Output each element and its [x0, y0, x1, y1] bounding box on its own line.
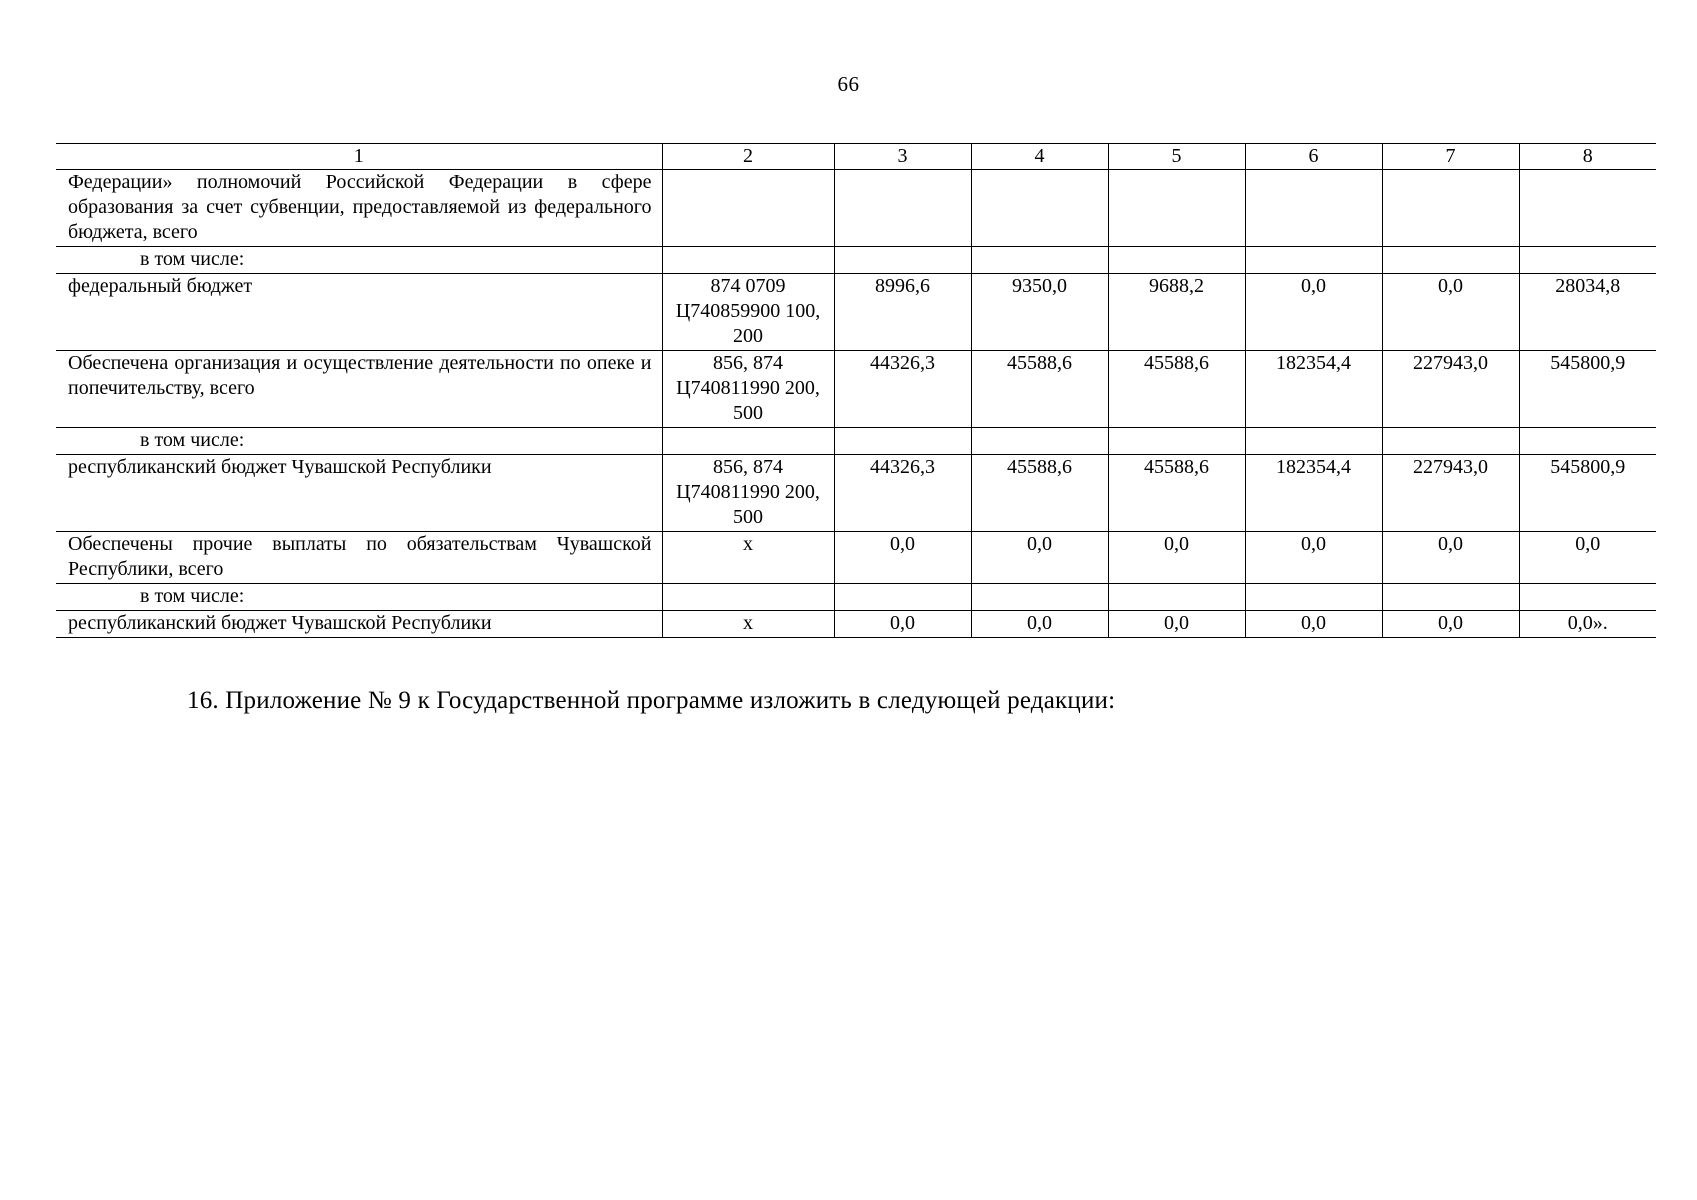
value-cell: [834, 170, 971, 247]
value-cell: 0,0: [834, 532, 971, 584]
value-cell: [1245, 247, 1382, 274]
value-cell: [1382, 584, 1519, 611]
budget-code: [662, 170, 834, 247]
value-cell: [1519, 428, 1656, 455]
value-cell: 0,0: [1245, 532, 1382, 584]
value-cell: [971, 247, 1108, 274]
table-row: [56, 455, 1656, 532]
value-cell: [971, 170, 1108, 247]
row-label: в том числе:: [56, 247, 662, 274]
value-cell: 44326,3: [834, 455, 971, 532]
value-cell: 28034,8: [1519, 274, 1656, 351]
value-cell: [971, 428, 1108, 455]
value-cell: 0,0».: [1519, 611, 1656, 638]
value-cell: 182354,4: [1245, 351, 1382, 428]
table-row: [56, 351, 1656, 428]
value-cell: 9688,2: [1108, 274, 1245, 351]
budget-code: [662, 247, 834, 274]
row-label: в том числе:: [56, 428, 662, 455]
value-cell: 45588,6: [971, 455, 1108, 532]
value-cell: [1519, 584, 1656, 611]
value-cell: 0,0: [1519, 532, 1656, 584]
budget-code: х: [662, 532, 834, 584]
row-label: в том числе:: [56, 584, 662, 611]
value-cell: 0,0: [1245, 611, 1382, 638]
value-cell: [1382, 170, 1519, 247]
value-cell: [1382, 428, 1519, 455]
table-row: [56, 170, 1656, 247]
value-cell: [1245, 428, 1382, 455]
value-cell: 0,0: [1108, 532, 1245, 584]
value-cell: 45588,6: [971, 351, 1108, 428]
value-cell: [1108, 428, 1245, 455]
value-cell: 227943,0: [1382, 351, 1519, 428]
value-cell: [834, 584, 971, 611]
column-number: 5: [1108, 144, 1245, 170]
value-cell: [1519, 247, 1656, 274]
value-cell: [1245, 584, 1382, 611]
column-number: 3: [834, 144, 971, 170]
table-row: [56, 428, 1656, 455]
row-label: федеральный бюджет: [56, 274, 662, 351]
table-row: [56, 532, 1656, 584]
value-cell: 0,0: [1382, 611, 1519, 638]
value-cell: 0,0: [971, 611, 1108, 638]
budget-code: [662, 428, 834, 455]
value-cell: [971, 584, 1108, 611]
budget-code: 874 0709 Ц740859900 100, 200: [662, 274, 834, 351]
budget-code: [662, 584, 834, 611]
value-cell: [1108, 170, 1245, 247]
budget-table: [56, 143, 1656, 638]
value-cell: 45588,6: [1108, 455, 1245, 532]
column-number: 1: [56, 144, 662, 170]
column-number: 8: [1519, 144, 1656, 170]
row-label: Обеспечена организация и осуществление деятельности по опеке и попечительству, всего: [56, 351, 662, 428]
value-cell: 227943,0: [1382, 455, 1519, 532]
value-cell: 0,0: [1382, 532, 1519, 584]
row-label: Обеспечены прочие выплаты по обязательствам Чувашской Республики, всего: [56, 532, 662, 584]
value-cell: 0,0: [1382, 274, 1519, 351]
row-label: республиканский бюджет Чувашской Республики: [56, 611, 662, 638]
value-cell: 0,0: [834, 611, 971, 638]
value-cell: [1382, 247, 1519, 274]
value-cell: [1108, 247, 1245, 274]
value-cell: [834, 247, 971, 274]
budget-code: 856, 874 Ц740811990 200, 500: [662, 351, 834, 428]
value-cell: [1519, 170, 1656, 247]
value-cell: 9350,0: [971, 274, 1108, 351]
column-number: 4: [971, 144, 1108, 170]
table-row: [56, 584, 1656, 611]
instruction-paragraph: 16. Приложение № 9 к Государственной программе изложить в следующей редакции:: [187, 687, 1116, 714]
column-number: 7: [1382, 144, 1519, 170]
value-cell: 545800,9: [1519, 351, 1656, 428]
value-cell: 45588,6: [1108, 351, 1245, 428]
table-row: [56, 611, 1656, 638]
value-cell: 8996,6: [834, 274, 971, 351]
row-label: Федерации» полномочий Российской Федерации в сфере образования за счет субвенции, предоставляемой из федерального бюджета, всего: [56, 170, 662, 247]
column-number: 2: [662, 144, 834, 170]
budget-table-body: [56, 144, 1656, 638]
value-cell: [834, 428, 971, 455]
value-cell: 0,0: [971, 532, 1108, 584]
value-cell: [1108, 584, 1245, 611]
value-cell: 545800,9: [1519, 455, 1656, 532]
table-header-row: [56, 144, 1656, 170]
table-row: [56, 274, 1656, 351]
table-row: [56, 247, 1656, 274]
value-cell: 182354,4: [1245, 455, 1382, 532]
value-cell: 0,0: [1108, 611, 1245, 638]
budget-code: 856, 874 Ц740811990 200, 500: [662, 455, 834, 532]
value-cell: [1245, 170, 1382, 247]
column-number: 6: [1245, 144, 1382, 170]
value-cell: 0,0: [1245, 274, 1382, 351]
row-label: республиканский бюджет Чувашской Республики: [56, 455, 662, 532]
budget-code: х: [662, 611, 834, 638]
page-number: 66: [837, 72, 860, 96]
value-cell: 44326,3: [834, 351, 971, 428]
